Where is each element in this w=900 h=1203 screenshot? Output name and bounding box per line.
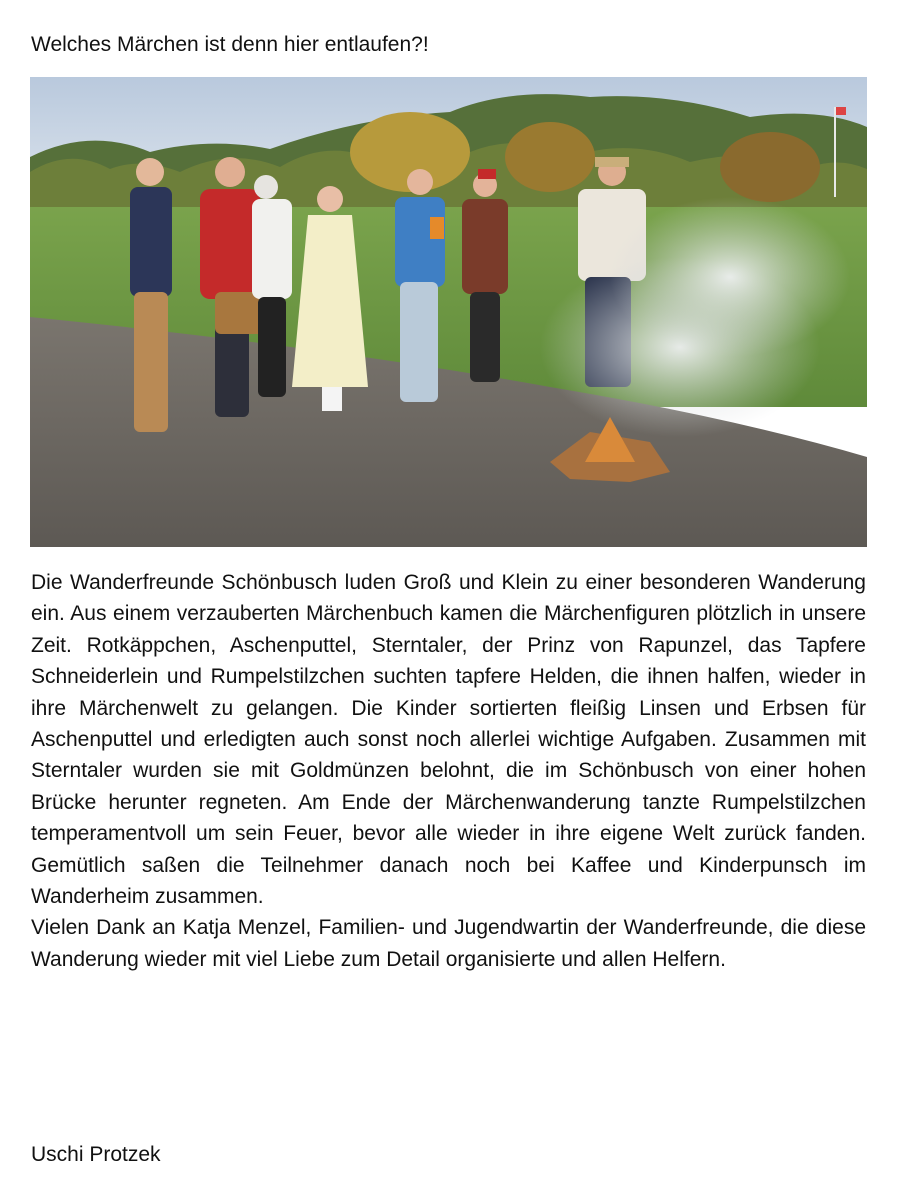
autumn-tree [505,122,595,192]
article-author: Uschi Protzek [31,1143,161,1166]
flag [836,107,846,115]
article-paragraph: Die Wanderfreunde Schönbusch luden Groß und Klein zu einer besonderen Wanderung ein. Aus einem verzauberten Märchenbuch kamen die Märchenfiguren plötzlich in unsere Zeit. Rotkäppchen, Aschenputtel, Sterntaler, der Prinz von Rapunzel, das Tapfere Schneiderlein und Rumpelstilzchen suchten tapfere Helden, die ihnen halfen, wieder in ihre Märchenwelt zu gelangen. Die Kinder sortierten fleißig Linsen und Erbsen für Aschenputtel und erledigten auch sonst noch allerlei wichtige Aufgaben. Zusammen mit Sterntaler wurden sie mit Goldmünzen belohnt, die im Schönbusch von einer hohen Brücke herunter regneten. Am Ende der Märchenwanderung tanzte Rumpelstilzchen temperamentvoll um sein Feuer, bevor alle wieder in ihre eigene Welt zurück fanden. Gemütlich saßen die Teilnehmer danach noch bei Kaffee und Kinderpunsch im Wanderheim zusammen. [31,571,866,909]
article-photo [30,77,867,547]
book [430,217,444,239]
person-blue-jacket [395,169,445,402]
autumn-tree [720,132,820,202]
person-boy [130,158,172,432]
article-title: Welches Märchen ist denn hier entlaufen?! [31,33,429,56]
smoke [610,197,850,357]
photo-illustration [30,77,867,547]
person-grandmother [252,175,292,397]
article-paragraph: Vielen Dank an Katja Menzel, Familien- und Jugendwartin der Wanderfreunde, die diese Wanderung wieder mit viel Liebe zum Detail organisierte und allen Helfern. [31,916,866,971]
article-body [31,567,866,975]
